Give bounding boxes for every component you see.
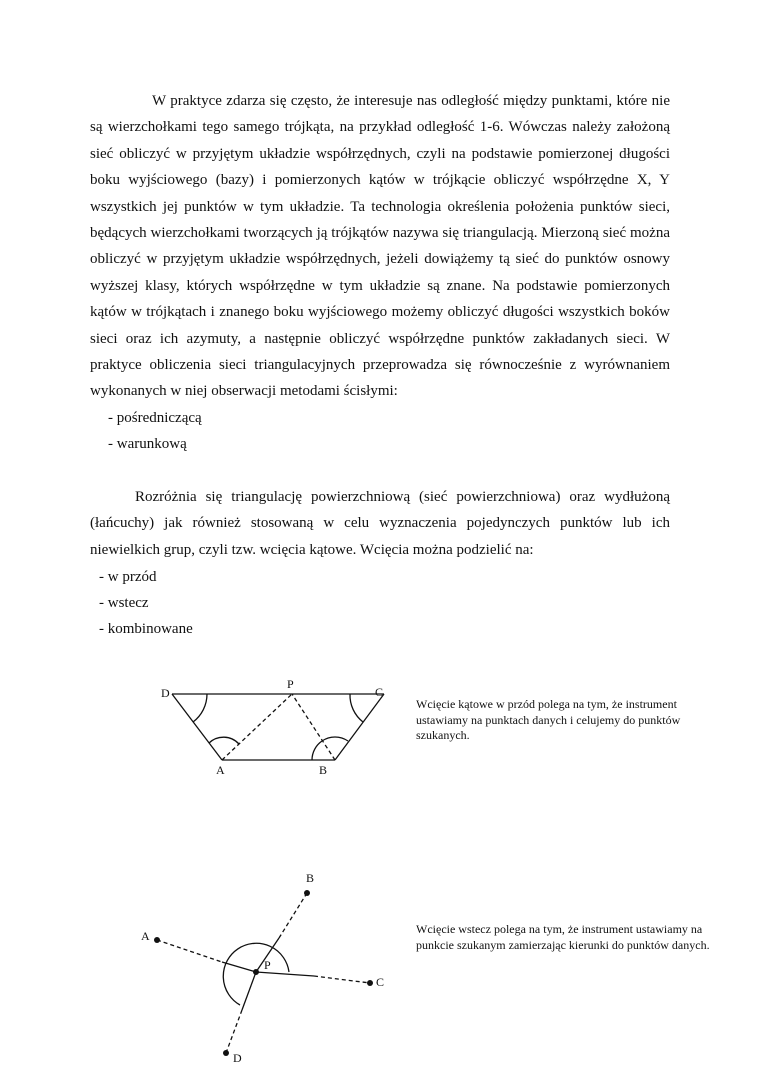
angle-arc-d xyxy=(193,694,207,722)
figure-resection xyxy=(157,893,370,1053)
point-d xyxy=(223,1050,229,1056)
label-b: B xyxy=(319,763,328,777)
line-d-a xyxy=(172,694,222,760)
list-item-warunkowa: - warunkową xyxy=(108,436,187,452)
sight-p-d-dashed xyxy=(226,1010,242,1053)
label-c: C xyxy=(375,685,384,699)
label-d: D xyxy=(233,1051,242,1065)
sight-p-b-dashed xyxy=(279,893,307,938)
caption-forward-intersection: Wcięcie kątowe w przód polega na tym, że instrument ustawiamy na punktach danych i celujemy do punktów szukanych. xyxy=(416,697,681,742)
line-c-b xyxy=(335,694,384,760)
list-item-kombinowane: - kombinowane xyxy=(99,621,193,637)
paragraph-wciecia: Rozróżnia się triangulację powierzchniową (sieć powierzchniowa) oraz wydłużoną (łańcuchy) jak również stosowaną w celu wyznaczenia pojedynczych punktów lub ich niewielkich grup, czyli tzw. wcięcia kątowe. Wcięcia można podzielić na: xyxy=(90,489,670,558)
sight-p-a xyxy=(222,962,256,972)
label-b: B xyxy=(306,871,315,885)
caption-resection: Wcięcie wstecz polega na tym, że instrument ustawiamy na punkcie szukanym zamierzając kierunki do punktów danych. xyxy=(416,922,710,952)
sight-p-a-dashed xyxy=(157,940,222,962)
point-c xyxy=(367,980,373,986)
label-p: P xyxy=(264,958,271,972)
label-c: C xyxy=(376,975,385,989)
sight-p-c xyxy=(256,972,314,976)
angle-arc-a xyxy=(209,737,239,744)
point-p xyxy=(253,969,259,975)
point-b xyxy=(304,890,310,896)
sight-a-p xyxy=(222,694,292,760)
sight-p-d xyxy=(242,972,256,1010)
paragraph-triangulation: W praktyce zdarza się często, że interesuje nas odległość między punktami, które nie są wierzchołkami tego samego trójkąta, na przykład odległość 1-6. Wówczas należy założoną sieć obliczyć w przyjętym układzie współrzędnych, czyli na podstawie pomierzonej długości boku wyjściowego (bazy) i pomierzonych kątów w trójkącie obliczyć współrzędne X, Y wszystkich jej punktów w tym układzie. Ta technologia określenia położenia punktów sieci, będących wierzchołkami tworzących ją trójkątów nazywa się triangulacją. Mierzoną sieć można obliczyć w przyjętym układzie współrzędnych, jeżeli dowiążemy tą sieć do punktów osnowy wyższej klasy, których współrzędne w tym układzie są znane. Na podstawie pomierzonych kątów w trójkątach i znanego boku wyjściowego możemy obliczyć długości wszystkich boków sieci oraz ich azymuty, a następnie obliczyć współrzędne punktów zakładanych sieci. W praktyce obliczenia sieci triangulacyjnych przeprowadza się równocześnie z wyrównaniem wykonanych w niej obserwacji metodami ścisłymi: xyxy=(90,93,670,400)
list-item-wstecz: - wstecz xyxy=(99,595,149,611)
label-p: P xyxy=(287,677,294,691)
angle-arc-b-right xyxy=(322,737,348,741)
angle-arc-c xyxy=(350,694,363,722)
label-a: A xyxy=(216,763,225,777)
angle-arc-b-left xyxy=(312,741,322,760)
label-d: D xyxy=(161,686,170,700)
sight-p-c-dashed xyxy=(314,976,370,983)
label-a: A xyxy=(141,929,150,943)
point-a xyxy=(154,937,160,943)
figure-forward-intersection xyxy=(172,694,384,760)
list-item-posredniczaca: - pośredniczącą xyxy=(108,410,202,426)
list-item-w-przod: - w przód xyxy=(99,569,157,585)
